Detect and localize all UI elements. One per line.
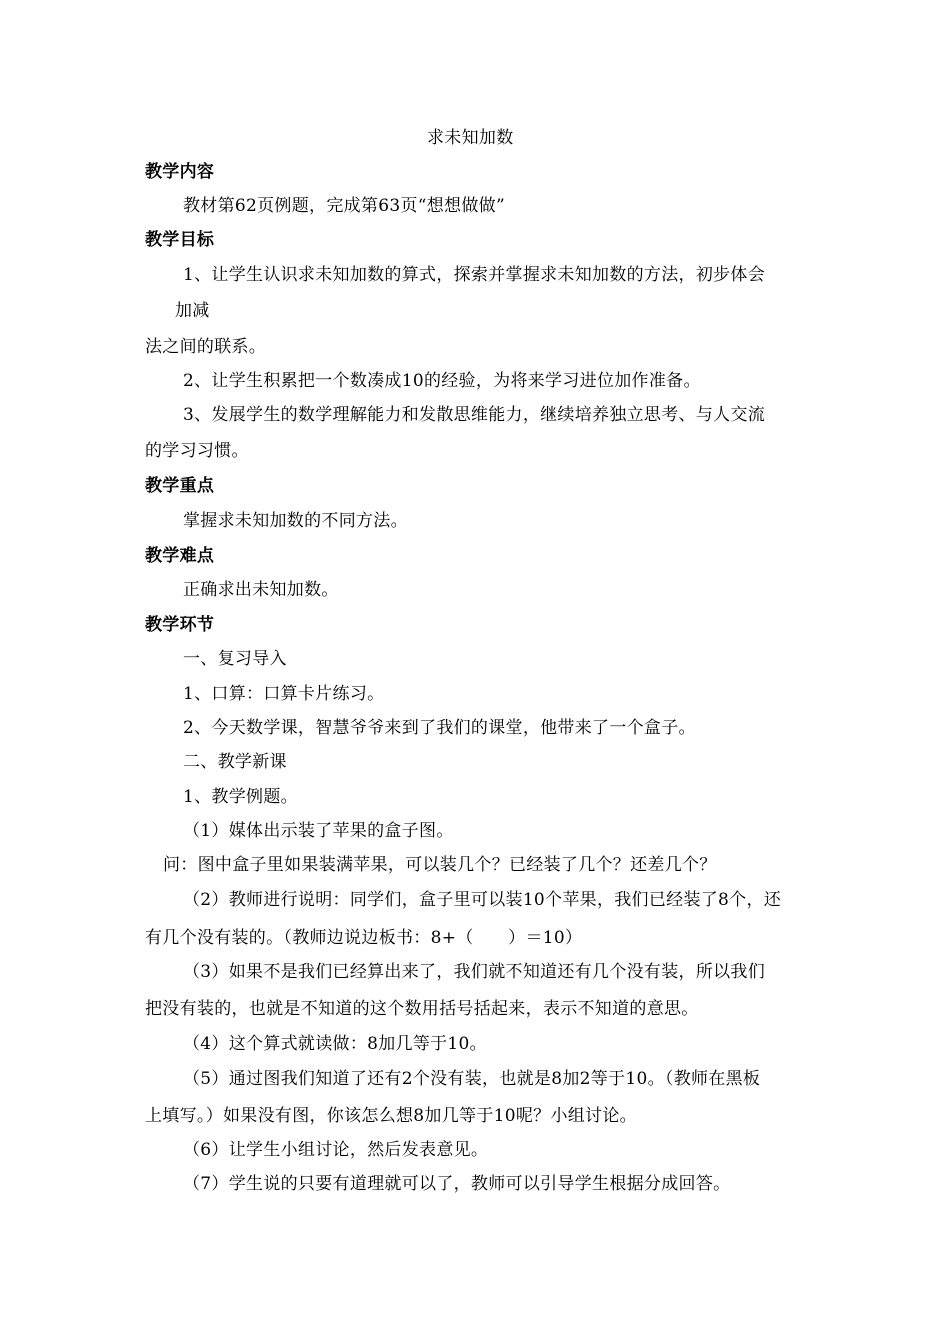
- process-step-5-line-2: 上填写。）如果没有图，你该怎么想8加几等于10呢？小组讨论。: [145, 1106, 637, 1126]
- objective-1-line-1: 1、让学生认识求未知加数的算式，探索并掌握求未知加数的方法，初步体会: [183, 265, 766, 285]
- process-part-2-item-1: 1、教学例题。: [183, 787, 298, 807]
- process-step-2-line-2: 有几个没有装的。（教师边说边板书：8+（ ）＝10）: [145, 928, 583, 948]
- objective-3-line-1: 3、发展学生的数学理解能力和发散思维能力，继续培养独立思考、与人交流: [183, 405, 766, 425]
- process-part-1-item-1: 1、口算：口算卡片练习。: [183, 684, 385, 704]
- objective-3-line-2: 的学习习惯。: [145, 441, 249, 461]
- process-question: 问：图中盒子里如果装满苹果，可以装几个？已经装了几个？还差几个？: [163, 855, 717, 875]
- difficulties-text: 正确求出未知加数。: [183, 580, 339, 600]
- objective-2: 2、让学生积累把一个数凑成10的经验，为将来学习进位加作准备。: [183, 371, 701, 391]
- objective-1-line-3: 法之间的联系。: [145, 337, 267, 357]
- heading-difficulties: 教学难点: [145, 546, 215, 566]
- process-step-4: （4）这个算式就读做：8加几等于10。: [183, 1034, 487, 1054]
- heading-teaching-objectives: 教学目标: [145, 230, 215, 250]
- process-part-1-item-2: 2、今天数学课，智慧爷爷来到了我们的课堂，他带来了一个盒子。: [183, 718, 696, 738]
- heading-key-points: 教学重点: [145, 476, 215, 496]
- teaching-content-text: 教材第62页例题，完成第63页“想想做做”: [183, 196, 505, 216]
- process-step-2-line-1: （2）教师进行说明：同学们，盒子里可以装10个苹果，我们已经装了8个，还: [183, 890, 782, 910]
- process-step-1: （1）媒体出示装了苹果的盒子图。: [183, 821, 454, 841]
- heading-teaching-content: 教学内容: [145, 162, 215, 182]
- key-points-text: 掌握求未知加数的不同方法。: [183, 511, 408, 531]
- process-step-7: （7）学生说的只要有道理就可以了，教师可以引导学生根据分成回答。: [183, 1174, 731, 1194]
- process-part-1: 一、复习导入: [183, 649, 287, 669]
- process-step-3-line-2: 把没有装的，也就是不知道的这个数用括号括起来，表示不知道的意思。: [145, 999, 699, 1019]
- process-step-6: （6）让学生小组讨论，然后发表意见。: [183, 1140, 489, 1160]
- process-step-3-line-1: （3）如果不是我们已经算出来了，我们就不知道还有几个没有装，所以我们: [183, 962, 766, 982]
- heading-teaching-process: 教学环节: [145, 615, 215, 635]
- process-step-5-line-1: （5）通过图我们知道了还有2个没有装，也就是8加2等于10。（教师在黑板: [183, 1069, 761, 1089]
- objective-1-line-2: 加减: [175, 301, 210, 321]
- document-title: 求未知加数: [427, 128, 514, 148]
- process-part-2: 二、教学新课: [183, 752, 287, 772]
